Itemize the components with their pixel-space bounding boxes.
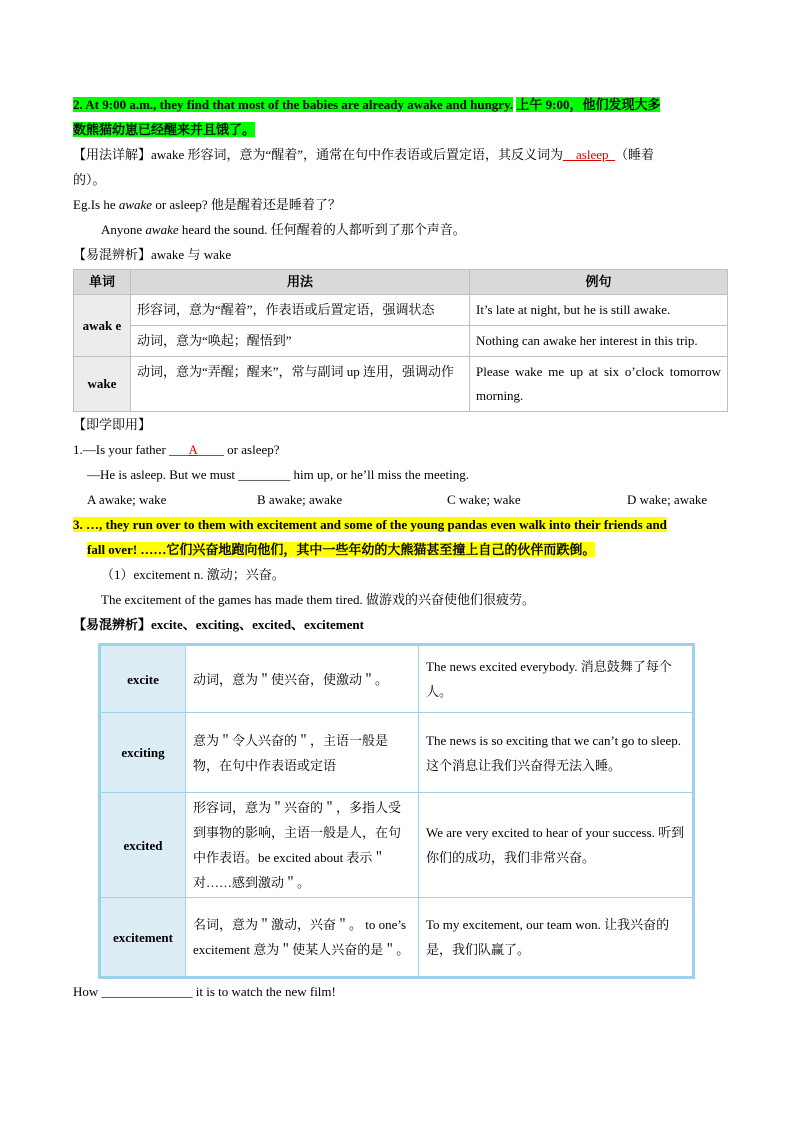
example-2 xyxy=(73,217,728,242)
word-wake: wake xyxy=(74,357,131,412)
usage-detail-text: awake 形容词，意为“醒着”，通常在句中作表语或后置定语，其反义词为 xyxy=(151,147,564,162)
item-2-english: 2. At 9:00 a.m., they find that most of the babies are already awake and hungry. xyxy=(73,97,514,112)
table-row xyxy=(74,326,728,357)
item-3-line1 xyxy=(73,512,728,537)
word-exciting: exciting xyxy=(100,713,186,793)
item-3-line2 xyxy=(73,537,728,562)
word-excite: excite xyxy=(100,645,186,713)
confuse-title-excite: 【易混辨析】excite、exciting、excited、excitement xyxy=(73,617,364,632)
word-excited: excited xyxy=(100,793,186,898)
q1-suffix: ____ or asleep? xyxy=(197,442,280,457)
header-word: 单词 xyxy=(74,270,131,295)
final-question: How ______________ it is to watch the new film! xyxy=(73,984,336,999)
header-usage: 用法 xyxy=(131,270,470,295)
example-1-rest: or asleep? 他是醒着还是睡着了？ xyxy=(152,197,341,212)
excitement-definition: （1）excitement n. 激动；兴奋。 xyxy=(101,567,285,582)
option-c: C wake; wake xyxy=(447,492,521,507)
usage-cell: 形容词，意为＂兴奋的＂，多指人受到事物的影响，主语一般是人，在句中作表语。be excited about 表示＂对……感到激动＂。 xyxy=(186,793,419,898)
usage-detail-text-after: （睡着 xyxy=(615,147,655,162)
confuse-title-awake-wake: 【易混辨析】awake 与 wake xyxy=(73,247,232,262)
usage-cell: 形容词，意为“醒着”，作表语或后置定语，强调状态 xyxy=(131,295,470,326)
answer-asleep: __asleep_ xyxy=(563,147,615,162)
example-cell: Nothing can awake her interest in this trip. xyxy=(470,326,728,357)
usage-cell: 动词，意为“弄醒；醒来”，常与副词 up 连用，强调动作 xyxy=(131,357,470,412)
practice-label: 【即学即用】 xyxy=(73,417,152,432)
usage-cell: 动词，意为＂使兴奋，使激动＂。 xyxy=(186,645,419,713)
option-b: B awake; awake xyxy=(257,492,343,507)
table-header-row xyxy=(74,270,728,295)
example-1-prefix: Eg.Is he xyxy=(73,197,119,212)
word-awake: awak e xyxy=(74,295,131,357)
usage-detail xyxy=(73,142,728,167)
table-row xyxy=(100,793,694,898)
usage-cell: 名词，意为＂激动，兴奋＂。 to one’s excitement 意为＂使某人兴奋的是＂。 xyxy=(186,898,419,978)
q1-prefix: 1.—Is your father ___ xyxy=(73,442,189,457)
word-excitement: excitement xyxy=(100,898,186,978)
example-cell: The news is so exciting that we can’t go to sleep. 这个消息让我们兴奋得无法入睡。 xyxy=(419,713,694,793)
example-1-keyword: awake xyxy=(118,197,153,212)
table-row xyxy=(74,295,728,326)
example-cell: To my excitement, our team won. 让我兴奋的是，我们队赢了。 xyxy=(419,898,694,978)
usage-detail-label: 【用法详解】 xyxy=(73,147,152,162)
document-page xyxy=(73,92,728,1004)
excite-forms-table xyxy=(98,643,695,979)
table-row xyxy=(100,713,694,793)
example-2-rest: heard the sound. 任何醒着的人都听到了那个声音。 xyxy=(178,222,466,237)
example-cell xyxy=(470,295,728,326)
example-text: It’s late at night, but he is still awake. xyxy=(476,302,671,317)
example-2-keyword: awake xyxy=(145,222,179,237)
table-row xyxy=(100,645,694,713)
table-row xyxy=(74,357,728,412)
example-cell: The news excited everybody. 消息鼓舞了每个人。 xyxy=(419,645,694,713)
awake-wake-table xyxy=(73,269,728,412)
usage-detail-line2: 的）。 xyxy=(73,172,106,187)
example-cell: We are very excited to hear of your success. 听到你们的成功，我们非常兴奋。 xyxy=(419,793,694,898)
option-a: A awake; wake xyxy=(87,492,167,507)
q1-answer: A xyxy=(188,442,198,457)
table-row xyxy=(100,898,694,978)
item-2-chinese-part2: 数熊猫幼崽已经醒来并且饿了。 xyxy=(73,122,256,137)
usage-cell: 动词，意为“唤起；醒悟到” xyxy=(131,326,470,357)
example-2-prefix: Anyone xyxy=(101,222,146,237)
item-2-chinese-part1: 上午 9:00，他们发现大多 xyxy=(516,97,661,112)
example-cell: Please wake me up at six o’clock tomorrow morning. xyxy=(470,357,728,412)
usage-cell: 意为＂令人兴奋的＂，主语一般是物，在句中作表语或定语 xyxy=(186,713,419,793)
practice-q1 xyxy=(73,437,728,462)
practice-q1-line2: —He is asleep. But we must ________ him up, or he’ll miss the meeting. xyxy=(87,467,470,482)
option-d: D wake; awake xyxy=(627,492,708,507)
item-2-line2 xyxy=(73,117,728,142)
item-2-line1 xyxy=(73,92,728,117)
example-1 xyxy=(73,192,728,217)
item-3-continued: fall over! ……它们兴奋地跑向他们，其中一些年幼的大熊猫甚至撞上自己的伙伴而跌倒。 xyxy=(87,542,596,557)
item-3-english: 3. …, they run over to them with excitement and some of the young pandas even walk into their friends and xyxy=(73,517,667,532)
header-example: 例句 xyxy=(470,270,728,295)
excitement-example: The excitement of the games has made them tired. 做游戏的兴奋使他们很疲劳。 xyxy=(101,592,535,607)
practice-options xyxy=(73,487,728,512)
